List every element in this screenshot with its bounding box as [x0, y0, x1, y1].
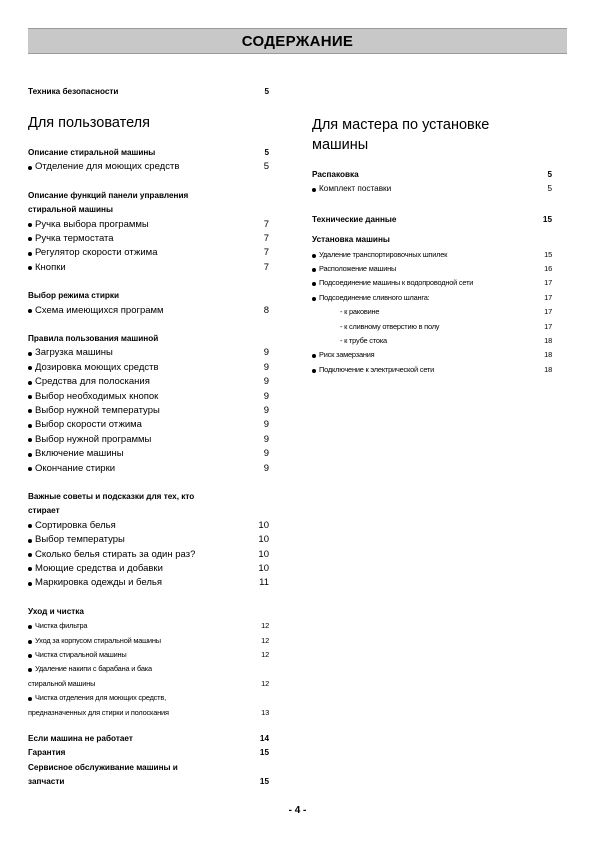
bullet-icon [28, 409, 32, 413]
bullet-icon [28, 553, 32, 557]
toc-item-page: 12 [261, 621, 269, 631]
toc-item-page: 9 [263, 448, 269, 460]
bullet-icon [28, 453, 32, 457]
toc-item [312, 183, 552, 195]
bullet-icon [28, 654, 32, 658]
bullet-icon [312, 297, 316, 301]
toc-item [28, 361, 269, 374]
toc-item-page: 9 [263, 419, 269, 431]
toc-item [312, 263, 552, 275]
toc-item-text: Выбор нужной программы [35, 433, 152, 445]
bullet-icon [28, 381, 32, 385]
toc-trailing-page: 15 [259, 777, 269, 787]
toc-item-text: Включение машины [35, 448, 124, 460]
toc-item-text: Подключение к электрической сети [319, 364, 435, 374]
toc-group-heading-page: 5 [547, 170, 552, 179]
bullet-icon [28, 640, 32, 644]
bullet-icon [28, 582, 32, 586]
toc-item-text: Схема имеющихся программ [35, 304, 164, 316]
toc-trailing-text: Гарантия [28, 748, 66, 758]
toc-item-page: 9 [263, 462, 269, 474]
toc-item-text: Чистка отделения для моющих средств, [35, 693, 166, 703]
toc-item-text: предназначенных для стирки и полоскания [28, 707, 169, 717]
bullet-icon [28, 567, 32, 571]
toc-item [28, 261, 269, 274]
toc-item [28, 548, 269, 561]
toc-item [28, 218, 269, 231]
toc-item-page: 10 [258, 563, 269, 574]
toc-safety-page: 5 [264, 87, 269, 96]
toc-item [28, 577, 269, 589]
toc-trailing-page: 14 [259, 734, 269, 743]
toc-item [28, 405, 269, 417]
bullet-icon [312, 354, 316, 358]
toc-item-text: Удаление транспортировочных шпилек [319, 249, 448, 259]
toc-item-text: Удаление накипи с барабана и бака [35, 664, 152, 674]
toc-item-page: 7 [263, 261, 269, 273]
toc-item [312, 292, 552, 304]
bullet-icon [28, 252, 32, 256]
toc-group-heading [312, 169, 552, 181]
toc-item-text: Подсоединение сливного шланга: [319, 292, 430, 302]
toc-item-page: 9 [263, 376, 269, 388]
toc-item-page: 16 [544, 264, 552, 273]
toc-item-page: 9 [263, 347, 269, 359]
toc-item-page: 13 [261, 707, 269, 717]
toc-group-heading [28, 190, 188, 202]
toc-item-page: 9 [263, 361, 269, 373]
toc-trailing [28, 747, 269, 759]
toc-item [340, 306, 552, 318]
toc-item-text: Ручка выбора программы [35, 218, 149, 230]
toc-trailing [28, 762, 178, 774]
toc-item [28, 707, 269, 719]
bullet-icon [28, 266, 32, 270]
toc-item [28, 692, 166, 704]
toc-item [340, 321, 552, 333]
toc-item-page: 15 [544, 249, 552, 259]
bullet-icon [28, 438, 32, 442]
toc-item-text: Чистка фильтра [35, 621, 88, 631]
bullet-icon [28, 697, 32, 701]
toc-item-text: стиральной машины [28, 678, 96, 688]
bullet-icon [28, 395, 32, 399]
user-section-title: Для пользователя [28, 115, 150, 131]
toc-item-page: 18 [544, 350, 552, 360]
bullet-icon [28, 467, 32, 471]
toc-trailing-text: запчасти [28, 777, 65, 787]
toc-item-page: 9 [263, 433, 269, 445]
toc-item-text: - к трубе стока [340, 336, 387, 345]
toc-group-heading-page: 15 [542, 214, 552, 224]
toc-safety-text: Техника безопасности [28, 87, 119, 96]
toc-item [312, 249, 552, 261]
toc-trailing-text: Если машина не работает [28, 734, 133, 743]
toc-item-text: Дозировка моющих средств [35, 361, 159, 373]
bullet-icon [28, 309, 32, 313]
toc-item-text: Регулятор скорости отжима [35, 247, 158, 259]
toc-item-page: 17 [544, 278, 552, 288]
toc-item-text: Сколько белья стирать за один раз? [35, 548, 196, 560]
toc-group-heading [28, 204, 113, 216]
toc-trailing-page: 15 [259, 748, 269, 758]
toc-item-text: Средства для полоскания [35, 376, 150, 388]
bullet-icon [28, 366, 32, 370]
bullet-icon [312, 282, 316, 286]
toc-item-page: 7 [263, 233, 269, 244]
toc-item [28, 649, 269, 661]
toc-item [28, 304, 269, 317]
toc-item [312, 349, 552, 361]
toc-item [28, 247, 269, 259]
toc-item-text: Подсоединение машины к водопроводной сети [319, 278, 474, 288]
bullet-icon [28, 223, 32, 227]
toc-item-text: Расположение машины [319, 264, 397, 273]
toc-item-text: Чистка стиральной машины [35, 650, 127, 659]
toc-group-heading [28, 147, 269, 159]
toc-item-page: 10 [258, 534, 269, 546]
toc-item-page: 18 [544, 336, 552, 345]
toc-item [28, 635, 269, 647]
toc-item-page: 9 [263, 390, 269, 402]
toc-item-page: 11 [259, 577, 269, 589]
toc-group-heading-text: Установка машины [312, 235, 390, 245]
toc-item-page: 8 [263, 304, 269, 316]
toc-item-page: 12 [261, 678, 269, 688]
toc-item-text: Моющие средства и добавки [35, 563, 163, 574]
toc-group-heading [28, 491, 194, 503]
toc-item-page: 7 [263, 218, 269, 230]
toc-item-text: Сортировка белья [35, 519, 116, 531]
toc-item [28, 419, 269, 431]
installer-section-title-line2: машины [312, 137, 369, 153]
toc-item-text: Выбор температуры [35, 534, 125, 546]
toc-group-heading-text: Важные советы и подсказки для тех, кто [28, 492, 195, 501]
bullet-icon [312, 254, 316, 258]
toc-item-page: 17 [544, 292, 552, 302]
page-number: - 4 - [288, 805, 307, 816]
toc-item-page: 18 [544, 364, 552, 374]
toc-item [28, 462, 269, 475]
toc-group-heading-text: Правила пользования машиной [28, 334, 159, 343]
toc-safety [28, 86, 269, 98]
toc-trailing [28, 733, 269, 745]
page-title: СОДЕРЖАНИЕ [241, 32, 354, 50]
toc-item-page: 10 [258, 519, 269, 531]
toc-item [28, 519, 269, 532]
toc-item [340, 335, 552, 347]
toc-item-text: Риск замерзания [319, 350, 375, 360]
toc-item-text: Выбор нужной температуры [35, 405, 160, 416]
toc-item [28, 663, 152, 675]
toc-item [312, 277, 552, 289]
toc-item-text: Ручка термостата [35, 233, 114, 244]
toc-group-heading [312, 214, 552, 226]
toc-item [28, 563, 269, 575]
toc-group-heading-text: стиральной машины [28, 205, 113, 215]
toc-item-text: Уход за корпусом стиральной машины [35, 635, 161, 645]
header-banner [28, 28, 567, 54]
toc-item-text: Кнопки [35, 261, 66, 273]
installer-section-title: Для мастера по установке [312, 117, 490, 133]
bullet-icon [28, 539, 32, 543]
bullet-icon [28, 424, 32, 428]
toc-item-page: 12 [261, 650, 269, 659]
toc-item-page: 9 [263, 405, 269, 416]
toc-group-heading-text: Выбор режима стирки [28, 291, 120, 301]
toc-group-heading-page: 5 [264, 148, 269, 157]
bullet-icon [28, 625, 32, 629]
bullet-icon [28, 237, 32, 241]
toc-item [312, 364, 552, 376]
toc-group-heading-text: Уход и чистка [28, 606, 84, 616]
toc-item [28, 161, 269, 173]
toc-item-page: 17 [544, 307, 552, 317]
toc-group-heading-text: Технические данные [312, 214, 397, 224]
toc-item-page: 10 [258, 548, 269, 560]
toc-item-text: - к сливному отверстию в полу [340, 321, 440, 331]
toc-item-text: Выбор скорости отжима [35, 419, 142, 431]
toc-group-heading [28, 606, 84, 618]
toc-item-page: 12 [261, 635, 269, 645]
toc-group-heading [28, 505, 60, 517]
toc-group-heading [28, 333, 158, 345]
toc-item-text: Окончание стирки [35, 462, 116, 474]
toc-item-text: Загрузка машины [35, 347, 113, 359]
toc-item-text: Маркировка одежды и белья [35, 577, 162, 589]
toc-item [28, 376, 269, 388]
toc-group-heading-text: Описание функций панели управления [28, 190, 189, 200]
toc-group-heading [312, 234, 390, 246]
toc-group-heading-text: Распаковка [312, 170, 359, 179]
toc-item-page: 5 [263, 161, 269, 173]
bullet-icon [28, 166, 32, 170]
toc-trailing-text: Сервисное обслуживание машины и [28, 762, 178, 772]
bullet-icon [28, 352, 32, 356]
toc-item [28, 390, 269, 403]
toc-group-heading-text: стирает [28, 506, 60, 516]
bullet-icon [312, 268, 316, 272]
bullet-icon [28, 524, 32, 528]
toc-item-page: 7 [263, 247, 269, 259]
toc-trailing [28, 776, 269, 788]
toc-item-text: - к раковине [340, 307, 380, 317]
toc-item [28, 534, 269, 546]
toc-item-text: Выбор необходимых кнопок [35, 390, 159, 402]
toc-group-heading-text: Описание стиральной машины [28, 148, 156, 157]
bullet-icon [312, 369, 316, 373]
toc-item [28, 620, 269, 632]
toc-item [28, 347, 269, 359]
toc-item-page: 5 [547, 184, 552, 194]
toc-item [28, 433, 269, 446]
toc-item-text: Отделение для моющих средств [35, 161, 180, 173]
toc-item [28, 448, 269, 460]
toc-group-heading [28, 290, 119, 302]
toc-item [28, 678, 269, 690]
toc-item-page: 17 [544, 321, 552, 331]
toc-item-text: Комплект поставки [319, 184, 392, 194]
bullet-icon [312, 188, 316, 192]
bullet-icon [28, 668, 32, 672]
toc-item [28, 233, 269, 245]
